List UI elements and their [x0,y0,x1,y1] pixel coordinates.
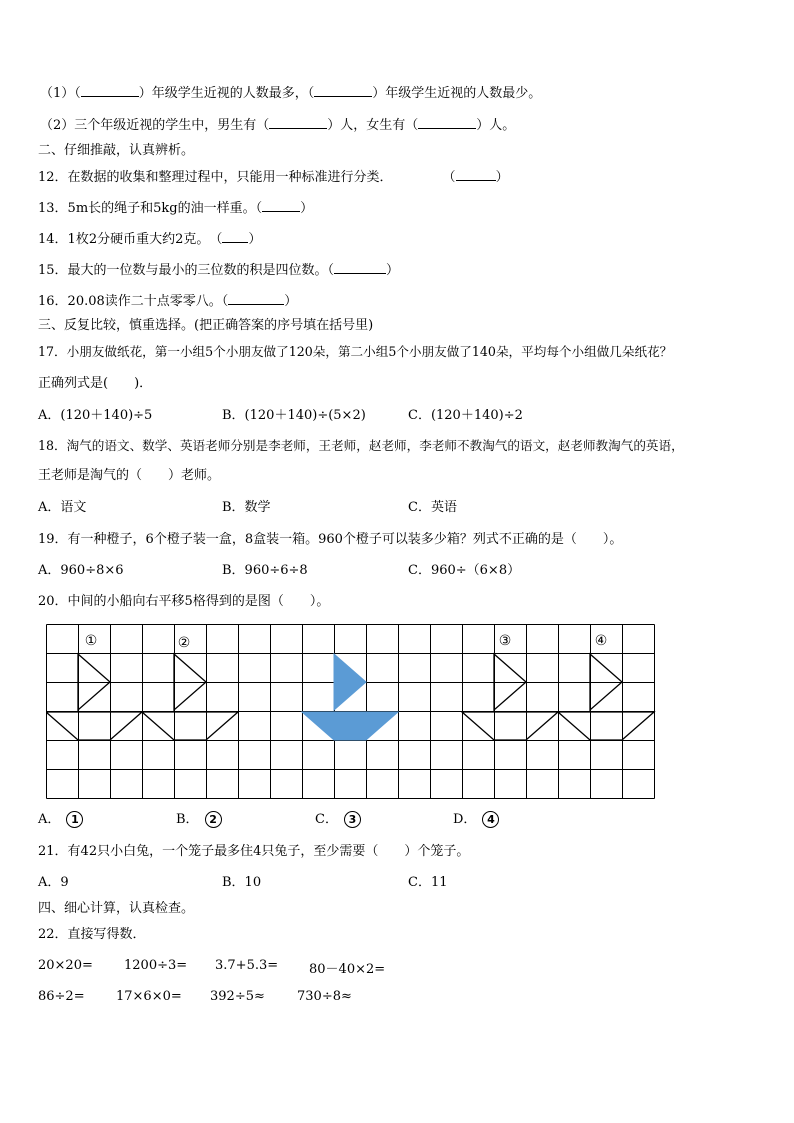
question-17-line2: 正确列式是( )． [38,376,153,391]
answer-blank[interactable] [81,84,139,97]
q19-option-b[interactable]: B．960÷6÷8 [222,563,308,578]
boat-grid-svg [46,624,656,802]
question-17-line1: 17．小朋友做纸花，第一小组5个小朋友做了120朵，第二小组5个小朋友做了140朵，平均每个小组做几朵纸花？ [38,344,673,359]
question-16: 16．20.08读作二十点零零八。（ ） [38,294,298,309]
q17-option-c[interactable]: C．(120＋140)÷2 [408,408,523,423]
calc-item: 3.7+5.3= [215,958,279,973]
section-3-title: 三、反复比较，慎重选择。(把正确答案的序号填在括号里) [38,318,374,333]
calc-item: 80－40×2= [309,962,386,977]
q17-option-a[interactable]: A．(120＋140)÷5 [38,408,153,423]
boat-label-1: ① [84,633,98,649]
q18-option-c[interactable]: C．英语 [408,500,457,515]
section-2-title: 二、仔细推敲，认真辨析。 [38,143,195,158]
answer-blank[interactable] [314,84,372,97]
q11-part2: （2）三个年级近视的学生中，男生有（ ）人，女生有（ ）人。 [40,118,516,133]
circle-2-icon: 2 [205,811,222,828]
question-20: 20．中间的小船向右平移5格得到的是图（ ）。 [38,594,330,609]
section-4-title: 四、细心计算，认真检查。 [38,901,195,916]
question-22-title: 22．直接写得数． [38,927,146,942]
q21-option-a[interactable]: A．9 [38,875,69,890]
boat-label-2: ② [177,635,191,651]
q20-option-a[interactable]: A． 1 [38,811,83,828]
answer-blank[interactable] [418,116,476,129]
calc-item: 1200÷3= [124,958,188,973]
q20-option-c[interactable]: C． 3 [315,811,361,828]
q20-option-d[interactable]: D． 4 [453,811,499,828]
boat-grid-figure [46,624,656,806]
calc-item: 20×20= [38,958,93,973]
q21-option-b[interactable]: B．10 [222,875,262,890]
boat-1 [46,654,142,740]
circle-3-icon: 3 [344,811,361,828]
boat-2 [142,654,238,740]
boat-original-blue [302,654,398,740]
boat-label-3: ③ [498,633,512,649]
q17-option-b[interactable]: B．(120＋140)÷(5×2) [222,408,366,423]
answer-blank[interactable] [334,261,386,274]
question-14: 14．1枚2分硬币重大约2克。 （ ） [38,232,262,247]
boat-label-4: ④ [594,633,608,649]
answer-blank[interactable] [228,292,284,305]
calc-item: 392÷5≈ [210,989,265,1004]
q18-option-a[interactable]: A．语文 [38,500,87,515]
answer-blank[interactable] [262,199,300,212]
answer-blank[interactable] [222,230,248,243]
circle-1-icon: 1 [66,811,83,828]
calc-item: 730÷8≈ [297,989,352,1004]
q19-option-c[interactable]: C．960÷（6×8） [408,563,521,578]
boat-4 [558,654,654,740]
q18-option-b[interactable]: B．数学 [222,500,271,515]
circle-4-icon: 4 [482,811,499,828]
question-13: 13．5m长的绳子和5kg的油一样重。（ ） [38,201,314,216]
question-21: 21．有42只小白兔，一个笼子最多住4只兔子，至少需要（ ）个笼子。 [38,844,470,859]
q21-option-c[interactable]: C．11 [408,875,448,890]
answer-blank[interactable] [269,116,327,129]
q11-part1: （1）（ ）年级学生近视的人数最多，（ ）年级学生近视的人数最少。 [40,86,542,101]
question-18-line2: 王老师是淘气的（ ）老师。 [38,468,221,483]
calc-item: 17×6×0= [116,989,182,1004]
boat-3 [462,654,558,740]
question-15: 15．最大的一位数与最小的三位数的积是四位数。（ ） [38,263,400,278]
calc-item: 86÷2= [38,989,85,1004]
question-18-line1: 18．淘气的语文、数学、英语老师分别是李老师，王老师，赵老师，李老师不教淘气的语文，赵老师教淘气的英语， [38,438,684,453]
question-19: 19．有一种橙子，6个橙子装一盒，8盒装一箱。960个橙子可以装多少箱？列式不正确的是（ ）。 [38,532,623,547]
answer-blank[interactable] [456,168,496,181]
q19-option-a[interactable]: A．960÷8×6 [38,563,124,578]
question-12: 12．在数据的收集和整理过程中，只能用一种标准进行分类． （ ） [38,170,509,185]
q20-option-b[interactable]: B． 2 [176,811,222,828]
